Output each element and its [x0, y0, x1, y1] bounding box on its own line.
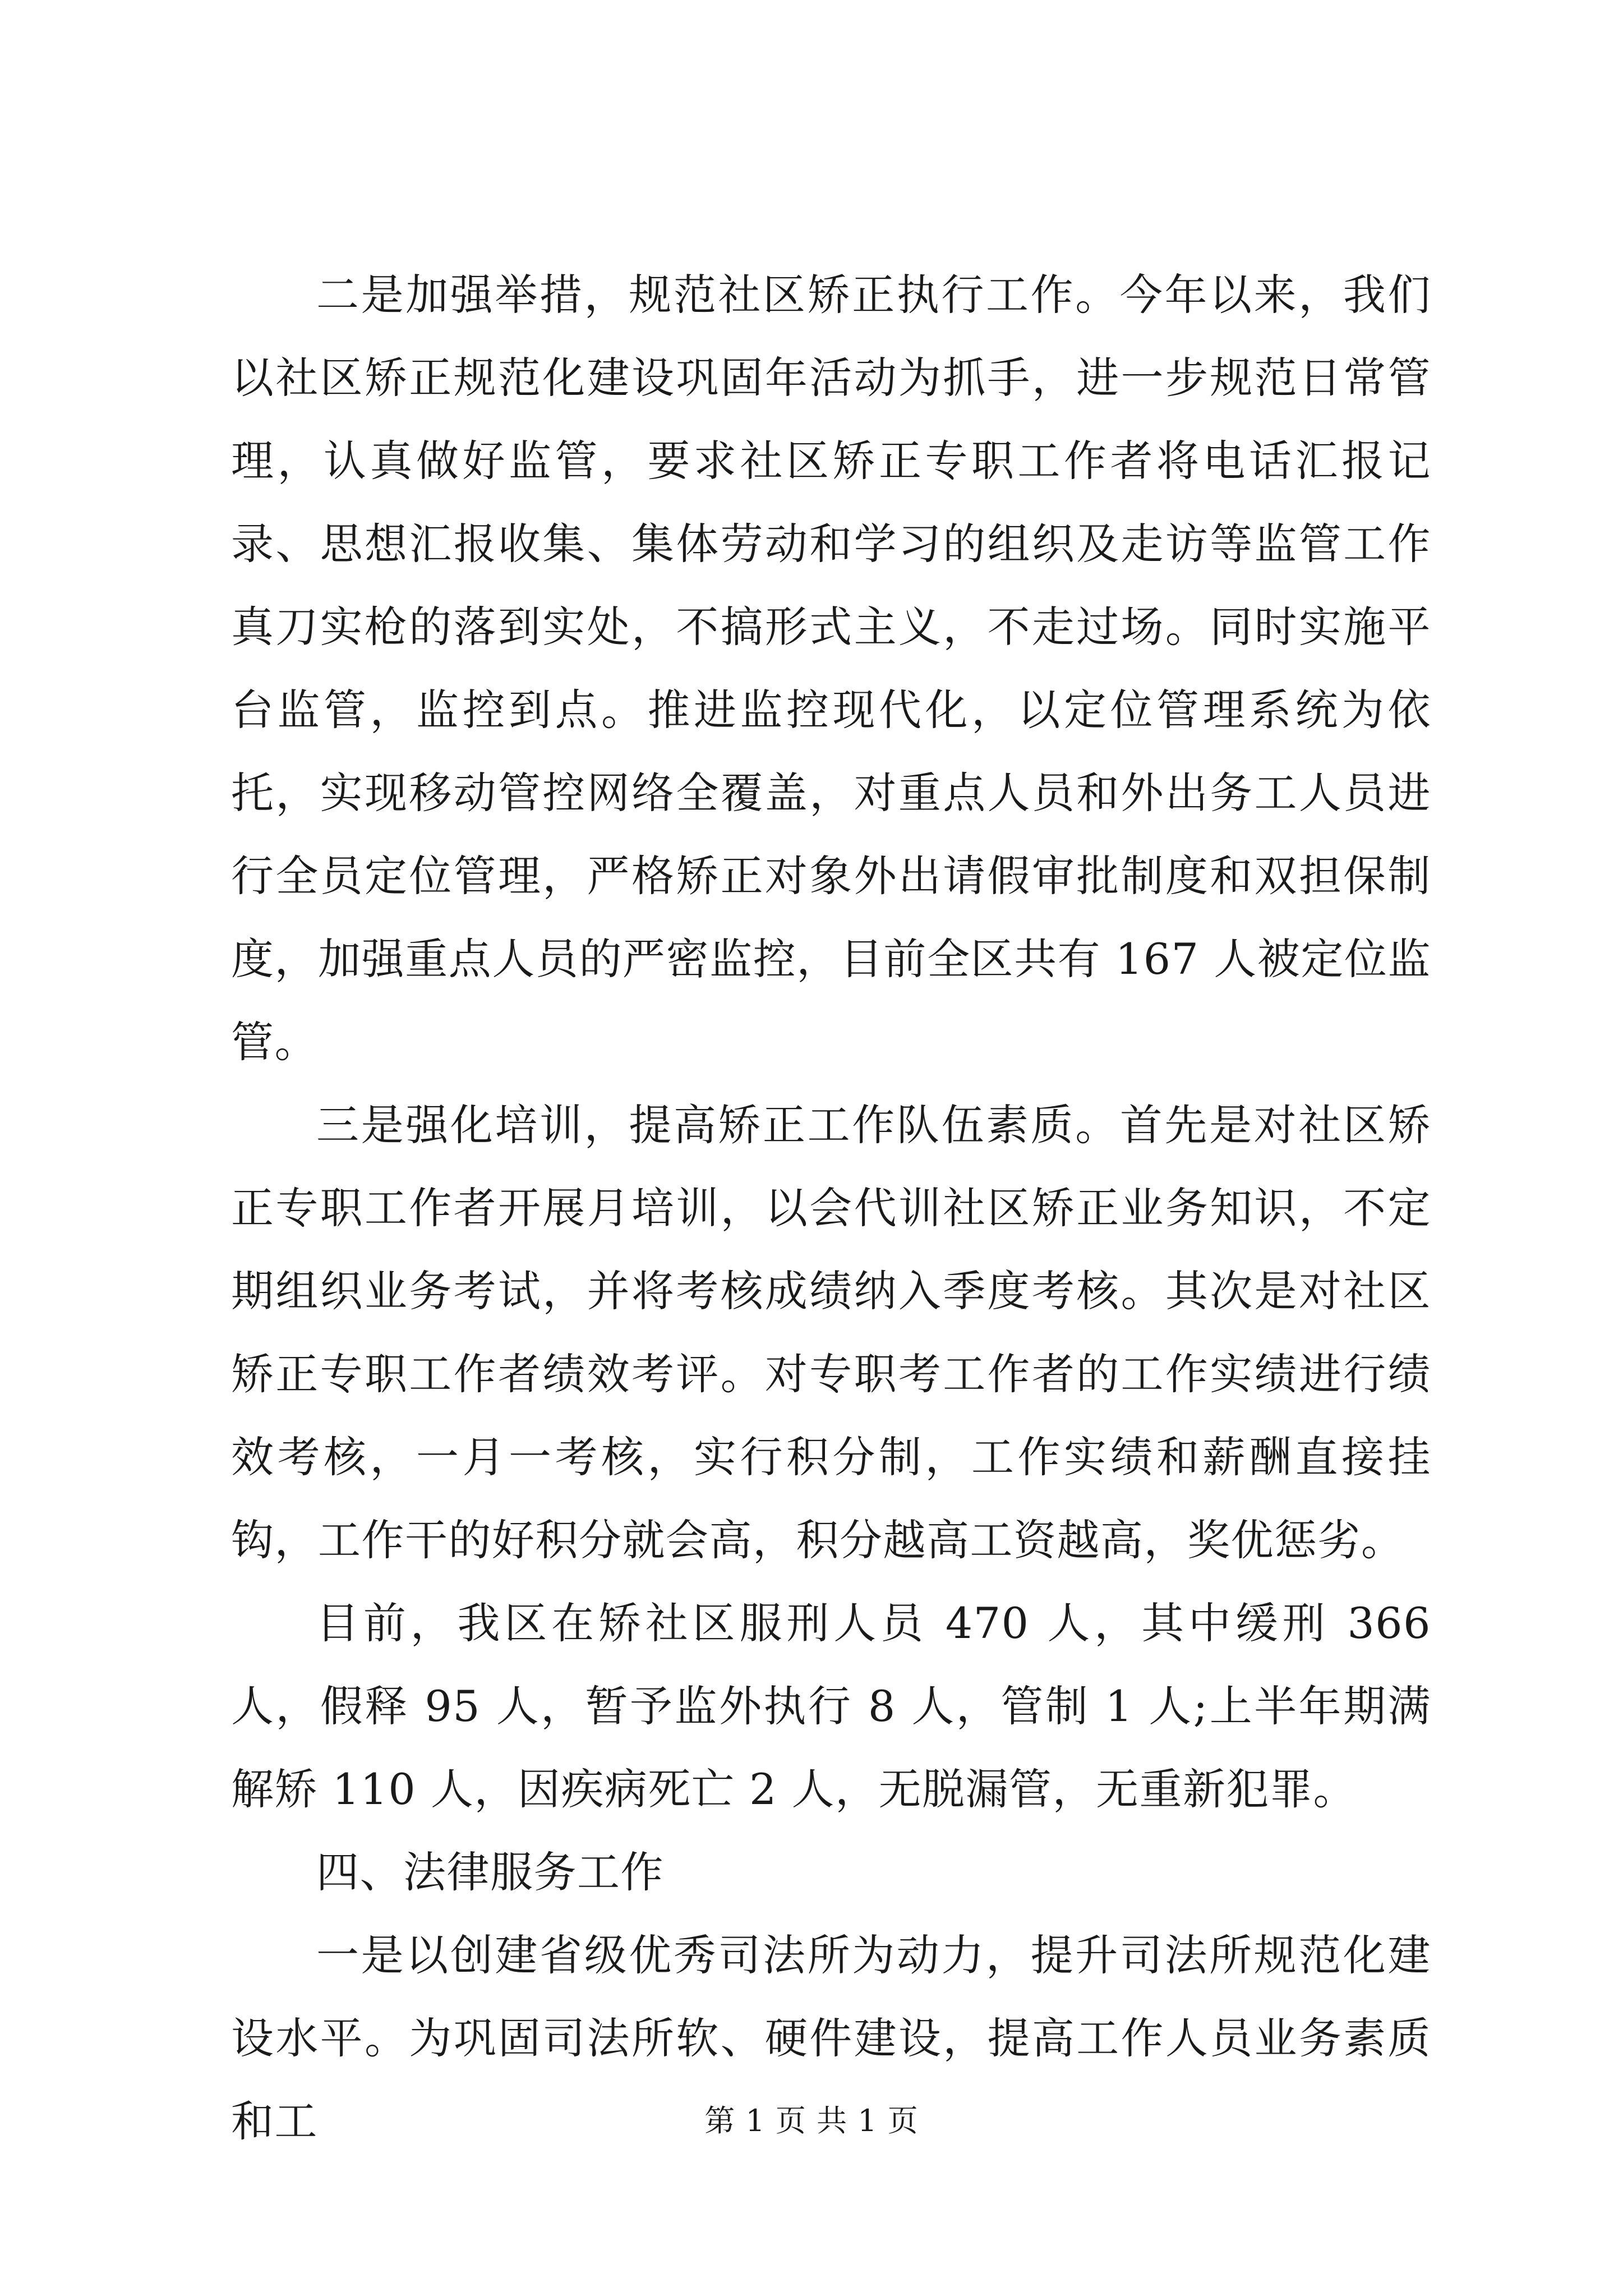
paragraph-supervision: 二是加强举措，规范社区矫正执行工作。今年以来，我们以社区矫正规范化建设巩固年活动为抓手，进一步规范日常管理，认真做好监管，要求社区矫正专职工作者将电话汇报记录、思想汇报收集、集体劳动和学习的组织及走访等监管工作真刀实枪的落到实处，不搞形式主义，不走过场。同时实施平台监管，监控到点。推进监控现代化，以定位管理系统为依托，实现移动管控网络全覆盖，对重点人员和外出务工人员进行全员定位管理，严格矫正对象外出请假审批制度和双担保制度，加强重点人员的严密监控，目前全区共有 167 人被定位监管。: [231, 270, 1431, 1067]
page-footer: 第 1 页 共 1 页: [704, 2103, 919, 2138]
paragraph-judicial-office: 一是以创建省级优秀司法所为动力，提升司法所规范化建设水平。为巩固司法所软、硬件建设，提高工作人员业务素质和工: [231, 1930, 1431, 2146]
section-heading-legal-services: 四、法律服务工作: [316, 1847, 664, 1897]
paragraph-training: 三是强化培训，提高矫正工作队伍素质。首先是对社区矫正专职工作者开展月培训，以会代训社区矫正业务知识，不定期组织业务考试，并将考核成绩纳入季度考核。其次是对社区矫正专职工作者绩效考评。对专职考工作者的工作实绩进行绩效考核，一月一考核，实行积分制，工作实绩和薪酬直接挂钩，工作干的好积分就会高，积分越高工资越高，奖优惩劣。: [231, 1100, 1431, 1565]
document-body: [231, 254, 1431, 2163]
paragraph-statistics: 目前，我区在矫社区服刑人员 470 人，其中缓刑 366 人，假释 95 人，暂予监外执行 8 人，管制 1 人;上半年期满解矫 110 人，因疾病死亡 2 人，无脱漏管，无重新犯罪。: [231, 1598, 1431, 1814]
